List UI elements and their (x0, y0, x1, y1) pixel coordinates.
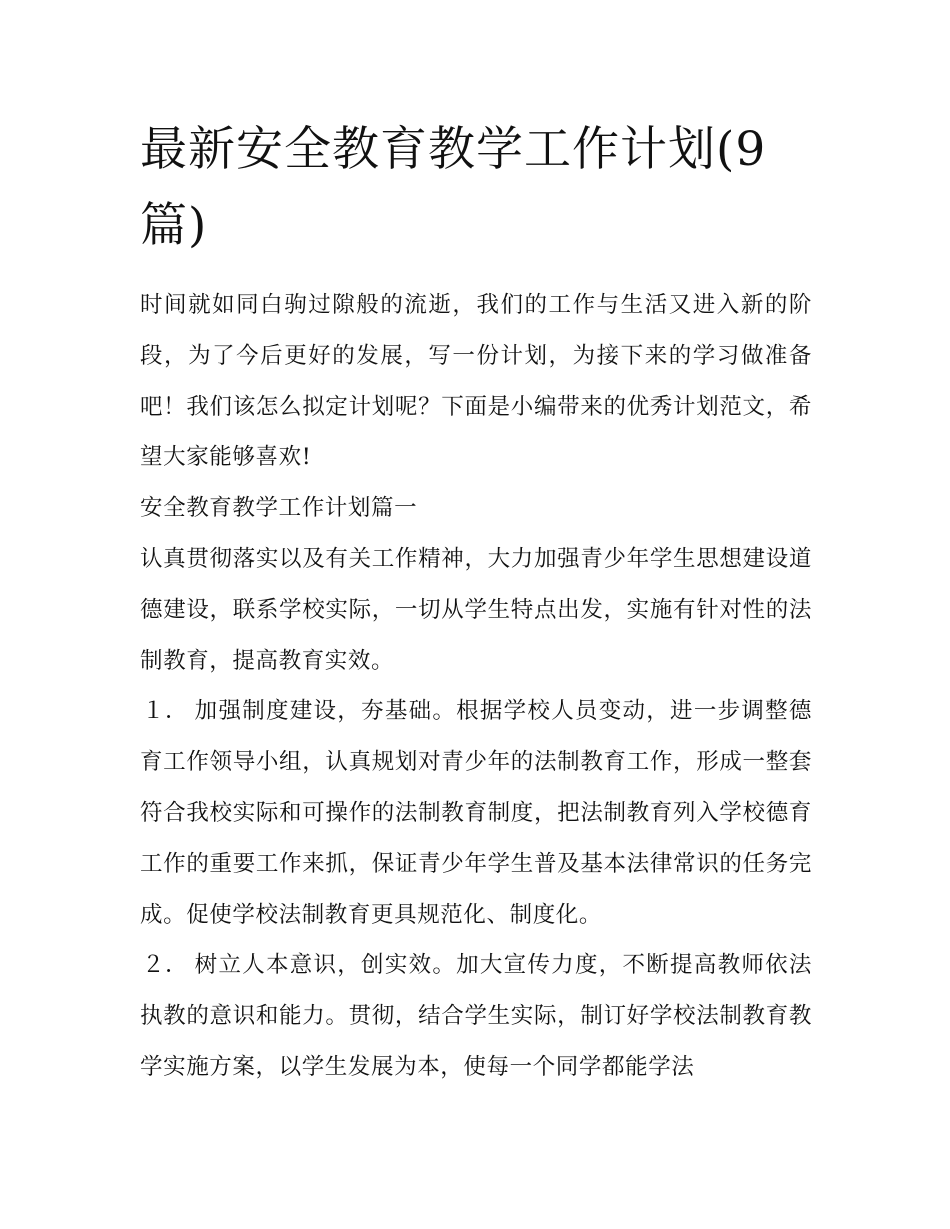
document-title: 最新安全教育教学工作计划(9篇) (140, 122, 767, 253)
intro-paragraph: 时间就如同白驹过隙般的流逝，我们的工作与生活又进入新的阶段，为了今后更好的发展，写一份计划，为接下来的学习做准备吧！我们该怎么拟定计划呢？下面是小编带来的优秀计划范文，希望大家能够喜欢! (140, 292, 812, 471)
section-heading: 安全教育教学工作计划篇一 (140, 495, 418, 522)
list-item (140, 940, 812, 1092)
list-item-number: １． (142, 698, 189, 725)
section-intro-paragraph: 认真贯彻落实以及有关工作精神，大力加强青少年学生思想建设道德建设，联系学校实际，一切从学生特点出发，实施有针对性的法制教育，提高教育实效。 (140, 545, 812, 674)
list-item (140, 686, 812, 940)
list-item-text: 加强制度建设，夯基础。根据学校人员变动，进一步调整德育工作领导小组，认真规划对青少年的法制教育工作，形成一整套符合我校实际和可操作的法制教育制度，把法制教育列入学校德育工作的重要工作来抓，保证青少年学生普及基本法律常识的任务完成。促使学校法制教育更具规范化、制度化。 (140, 698, 812, 928)
list-item-number: ２． (142, 952, 189, 979)
document-body (140, 280, 812, 1093)
list-item-text: 树立人本意识，创实效。加大宣传力度，不断提高教师依法执教的意识和能力。贯彻，结合学生实际，制订好学校法制教育教学实施方案，以学生发展为本，使每一个同学都能学法 (140, 952, 812, 1080)
